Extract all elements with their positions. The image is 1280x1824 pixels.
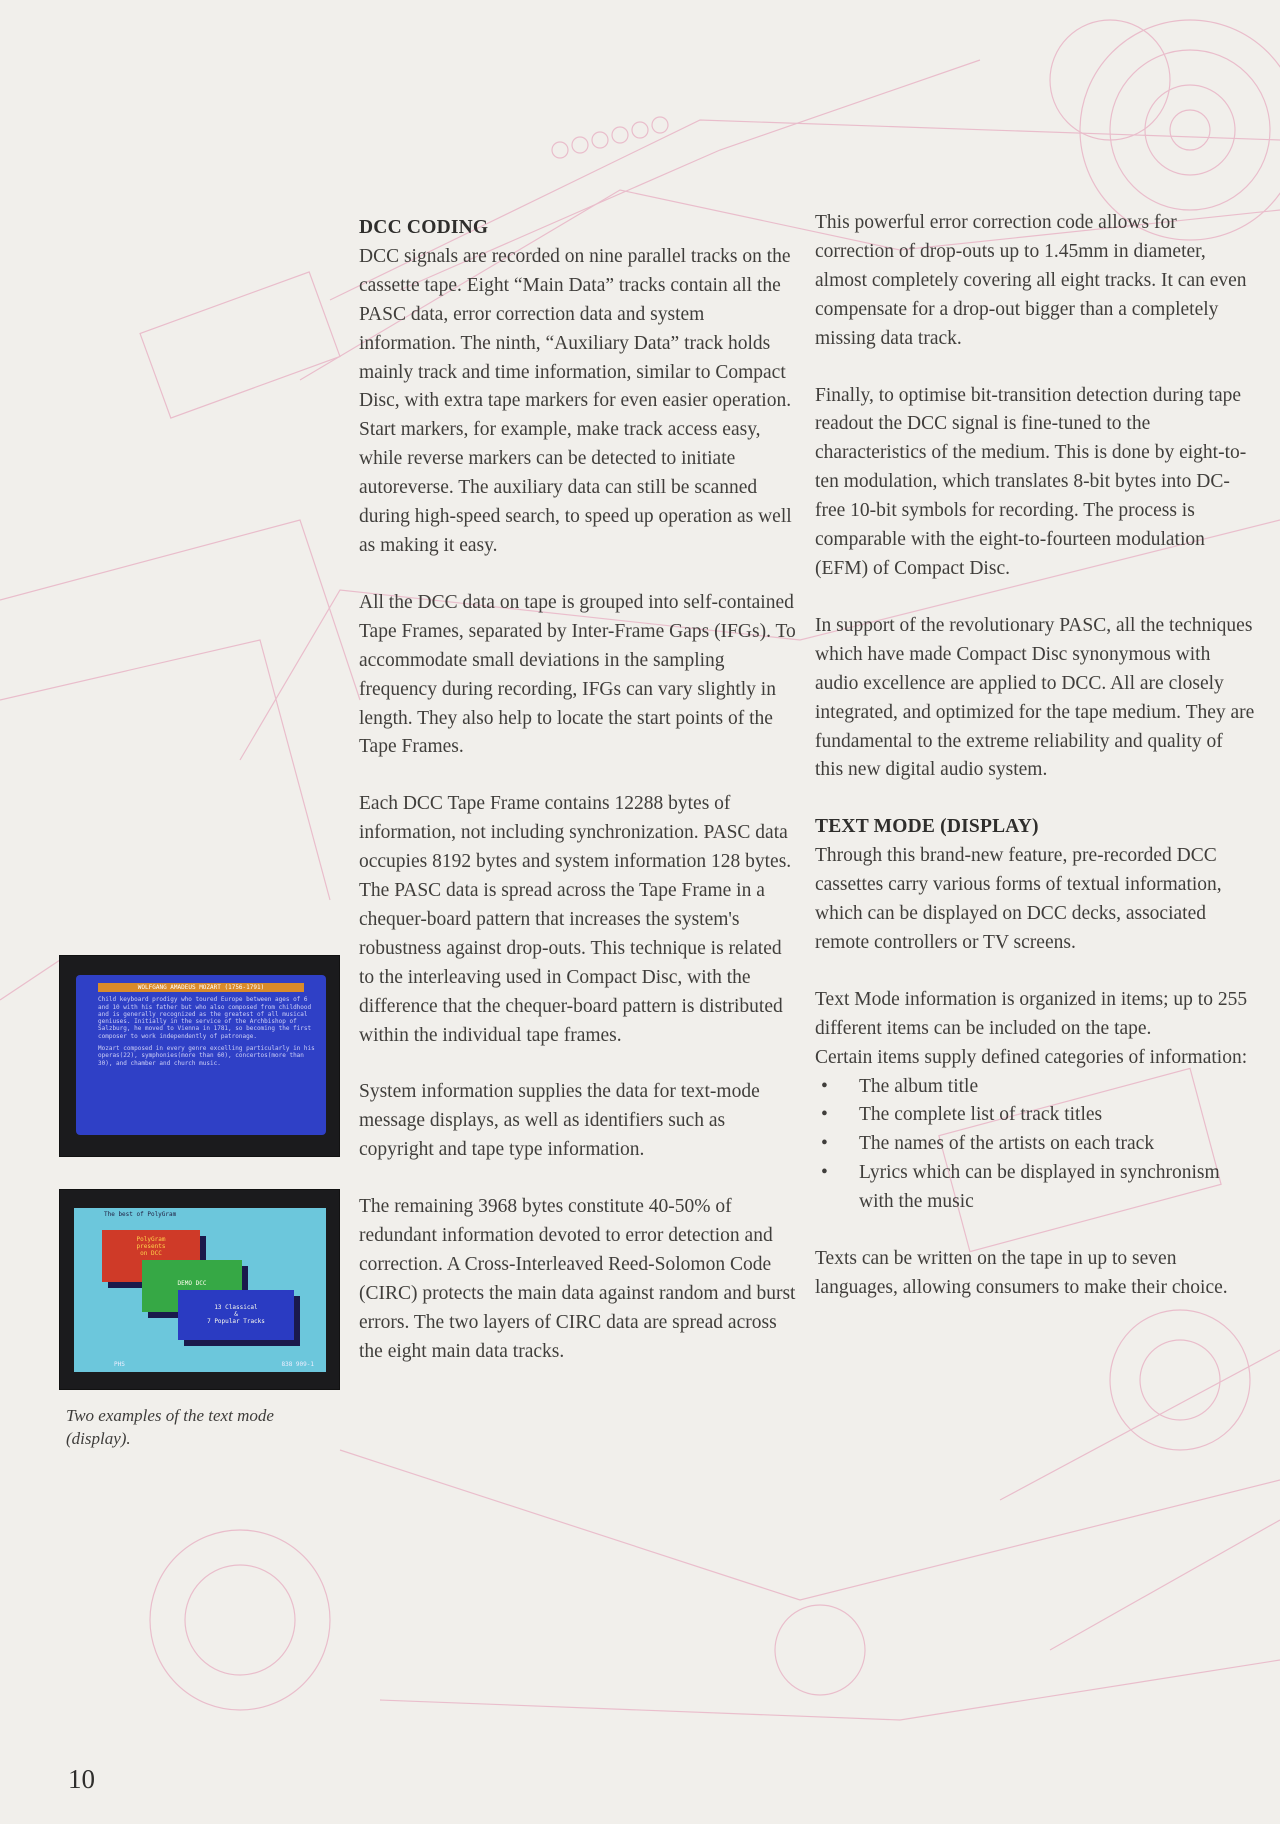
blue-box-line-3: 7 Popular Tracks	[207, 1318, 265, 1325]
left-column	[359, 214, 801, 1395]
green-box-text: DEMO DCC	[177, 1280, 207, 1287]
left-paragraph-4: System information supplies the data for text-mode message displays, as well as identifiers such as copyright and tape type information.	[359, 1081, 760, 1161]
footer-right: 838 909-1	[281, 1361, 314, 1368]
right-paragraph-6: Certain items supply defined categories of information:	[815, 1046, 1248, 1068]
list-item: • The names of the artists on each track	[815, 1130, 1255, 1159]
text-mode-photo-1	[60, 956, 339, 1156]
blue-box	[178, 1290, 294, 1340]
screen-header: WOLFGANG AMADEUS MOZART (1756-1791)	[98, 983, 304, 992]
right-paragraph-2: Finally, to optimise bit-transition detection during tape readout the DCC signal is fine-tuned to the characteristics of the medium. This is done by eight-to-ten modulation, which translates 8-bit bytes into DC-free 10-bit symbols for recording. The process is comparable with the eight-to-fourteen modulation (EFM) of Compact Disc.	[815, 384, 1247, 579]
text-mode-photo-2	[60, 1190, 339, 1389]
screen-body-1: Child keyboard prodigy who toured Europe between ages of 6 and 10 with his father but who also composed from childhood and is generally recognized as the greatest of all musical geniuses. Initially in the service of the Archbishop of Salzburg, he moved to Vienna in 1781, so becoming the first composer to work independently of patronage.	[98, 996, 315, 1040]
screen-body-2: Mozart composed in every genre excelling particularly in his operas(22), symphonies(more than 60), concertos(more than 30), and chamber and church music.	[98, 1045, 319, 1067]
footer-left: PHS	[114, 1361, 125, 1368]
list-item: • Lyrics which can be displayed in synchronism with the music	[815, 1159, 1255, 1217]
blue-box-line-1: 13 Classical	[214, 1304, 258, 1311]
left-paragraph-1: DCC signals are recorded on nine parallel tracks on the cassette tape. Eight “Main Data” tracks contain all the PASC data, error correction data and system information. The ninth, “Auxiliary Data” track holds mainly track and time information, similar to Compact Disc, with extra tape markers for even easier operation. Start markers, for example, make track access easy, while reverse markers can be detected to initiate autoreverse. The auxiliary data can still be scanned during high-speed search, to speed up operation as well as making it easy.	[359, 245, 792, 556]
left-paragraph-3: Each DCC Tape Frame contains 12288 bytes of information, not including synchronization. PASC data occupies 8192 bytes and system information 128 bytes. The PASC data is spread across the Tape Frame in a chequer-board pattern that increases the system's robustness against drop-outs. This technique is related to the interleaving used in Compact Disc, with the difference that the chequer-board pattern is distributed within the individual tape frames.	[359, 793, 792, 1046]
red-box-line-2: presents	[136, 1243, 166, 1250]
text-mode-item-list	[815, 1073, 1255, 1218]
list-item: • The complete list of track titles	[815, 1101, 1255, 1130]
list-item: • The album title	[815, 1073, 1255, 1102]
right-paragraph-4: Through this brand-new feature, pre-recorded DCC cassettes carry various forms of textual information, which can be displayed on DCC decks, associated remote controllers or TV screens.	[815, 845, 1222, 953]
text-mode-heading: TEXT MODE (DISPLAY)	[815, 816, 1039, 838]
photo-caption: Two examples of the text mode (display).	[66, 1406, 274, 1448]
tv-screen-polygram	[74, 1208, 326, 1372]
right-paragraph-5: Text Mode information is organized in items; up to 255 different items can be included on the tape.	[815, 988, 1248, 1039]
left-paragraph-2: All the DCC data on tape is grouped into self-contained Tape Frames, separated by Inter-Frame Gaps (IFGs). To accommodate small deviations in the sampling frequency during recording, IFGs can vary slightly in length. They also help to locate the start points of the Tape Frames.	[359, 591, 796, 758]
screen-footer	[114, 1361, 314, 1368]
red-box-line-1: PolyGram	[136, 1236, 166, 1243]
red-box-line-3: on DCC	[140, 1250, 162, 1257]
right-paragraph-3: In support of the revolutionary PASC, all the techniques which have made Compact Disc synonymous with audio excellence are applied to DCC. All are closely integrated, and optimized for the tape medium. They are fundamental to the extreme reliability and quality of this new digital audio system.	[815, 614, 1255, 781]
right-paragraph-closing: Texts can be written on the tape in up to seven languages, allowing consumers to make their choice.	[815, 1248, 1228, 1298]
screen-top-line: The best of PolyGram	[104, 1211, 177, 1218]
page-number: 10	[68, 1764, 95, 1794]
right-paragraph-1: This powerful error correction code allows for correction of drop-outs up to 1.45mm in diameter, almost completely covering all eight tracks. It can even compensate for a drop-out bigger than a completely missing data track.	[815, 212, 1247, 349]
tv-screen-mozart	[76, 975, 326, 1135]
dcc-coding-heading: DCC CODING	[359, 217, 489, 238]
right-column	[815, 209, 1255, 1331]
left-paragraph-5: The remaining 3968 bytes constitute 40-50% of redundant information devoted to error detection and correction. A Cross-Interleaved Reed-Solomon Code (CIRC) protects the main data against random and burst errors. The two layers of CIRC data are spread across the eight main data tracks.	[359, 1196, 796, 1362]
blue-box-line-2: &	[234, 1311, 238, 1318]
